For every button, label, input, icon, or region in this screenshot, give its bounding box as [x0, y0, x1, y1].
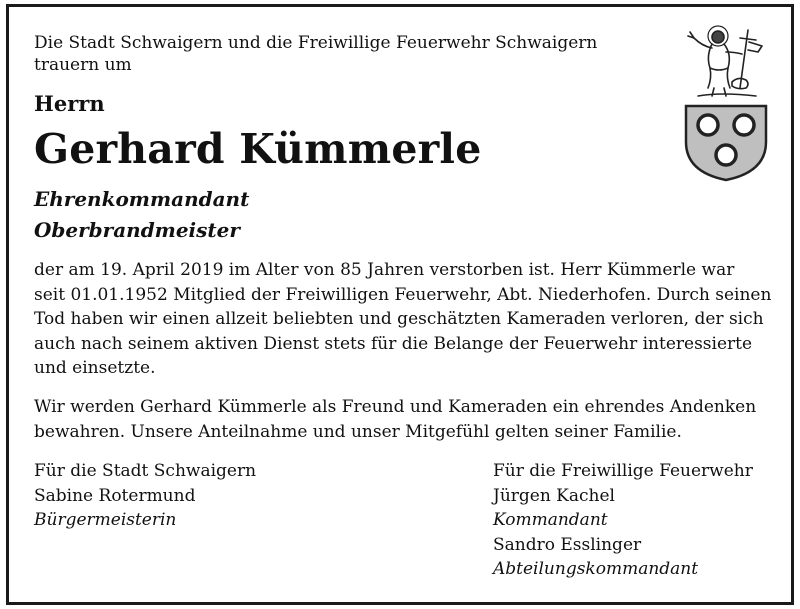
intro-line-1: Die Stadt Schwaigern und die Freiwillige Feuerwehr Schwaigern [34, 33, 598, 53]
obituary-paragraph-2 [34, 395, 756, 444]
paragraph-1-line: auch nach seinem aktiven Dienst stets für die Belange der Feuerwehr interessierte [34, 333, 753, 354]
title-1: Ehrenkommandant [34, 187, 250, 211]
salutation: Herrn [34, 91, 105, 116]
signature-city-org: Für die Stadt Schwaigern [34, 461, 257, 481]
honorary-titles [34, 184, 249, 246]
signature-city-role: Bürgermeisterin [34, 510, 177, 530]
paragraph-2-line: Wir werden Gerhard Kümmerle als Freund und Kameraden ein ehrendes Andenken [34, 397, 757, 417]
paragraph-2-line: bewahren. Unsere Anteilnahme und unser Mitgefühl gelten seiner Familie. [34, 421, 682, 442]
signature-fire-role-2: Abteilungskommandant [493, 559, 699, 579]
paragraph-1-line: seit 01.01.1952 Mitglied der Freiwilligen Feuerwehr, Abt. Niederhofen. Durch seinen [34, 284, 772, 305]
signature-fire-department [493, 459, 753, 582]
paragraph-1-line: der am 19. April 2019 im Alter von 85 Jahren verstorben ist. Herr Kümmerle war [34, 260, 735, 280]
signature-city [34, 459, 256, 533]
signature-fire-org: Für die Freiwillige Feuerwehr [493, 461, 753, 481]
title-2: Oberbrandmeister [34, 218, 240, 242]
signature-fire-person-1: Jürgen Kachel [493, 485, 615, 506]
signature-city-person: Sabine Rotermund [34, 485, 196, 506]
signature-fire-role-1: Kommandant [493, 510, 608, 530]
coat-of-arms-icon [676, 22, 776, 182]
intro-line-2: trauern um [34, 55, 132, 75]
signature-fire-person-2: Sandro Esslinger [493, 534, 642, 555]
paragraph-1-line: Tod haben wir einen allzeit beliebten und geschätzten Kameraden verloren, der sich [34, 309, 764, 329]
obituary-paragraph-1 [34, 258, 771, 381]
intro-text [34, 32, 597, 76]
paragraph-1-line: und einsetzte. [34, 358, 156, 378]
deceased-name: Gerhard Kümmerle [34, 125, 482, 173]
